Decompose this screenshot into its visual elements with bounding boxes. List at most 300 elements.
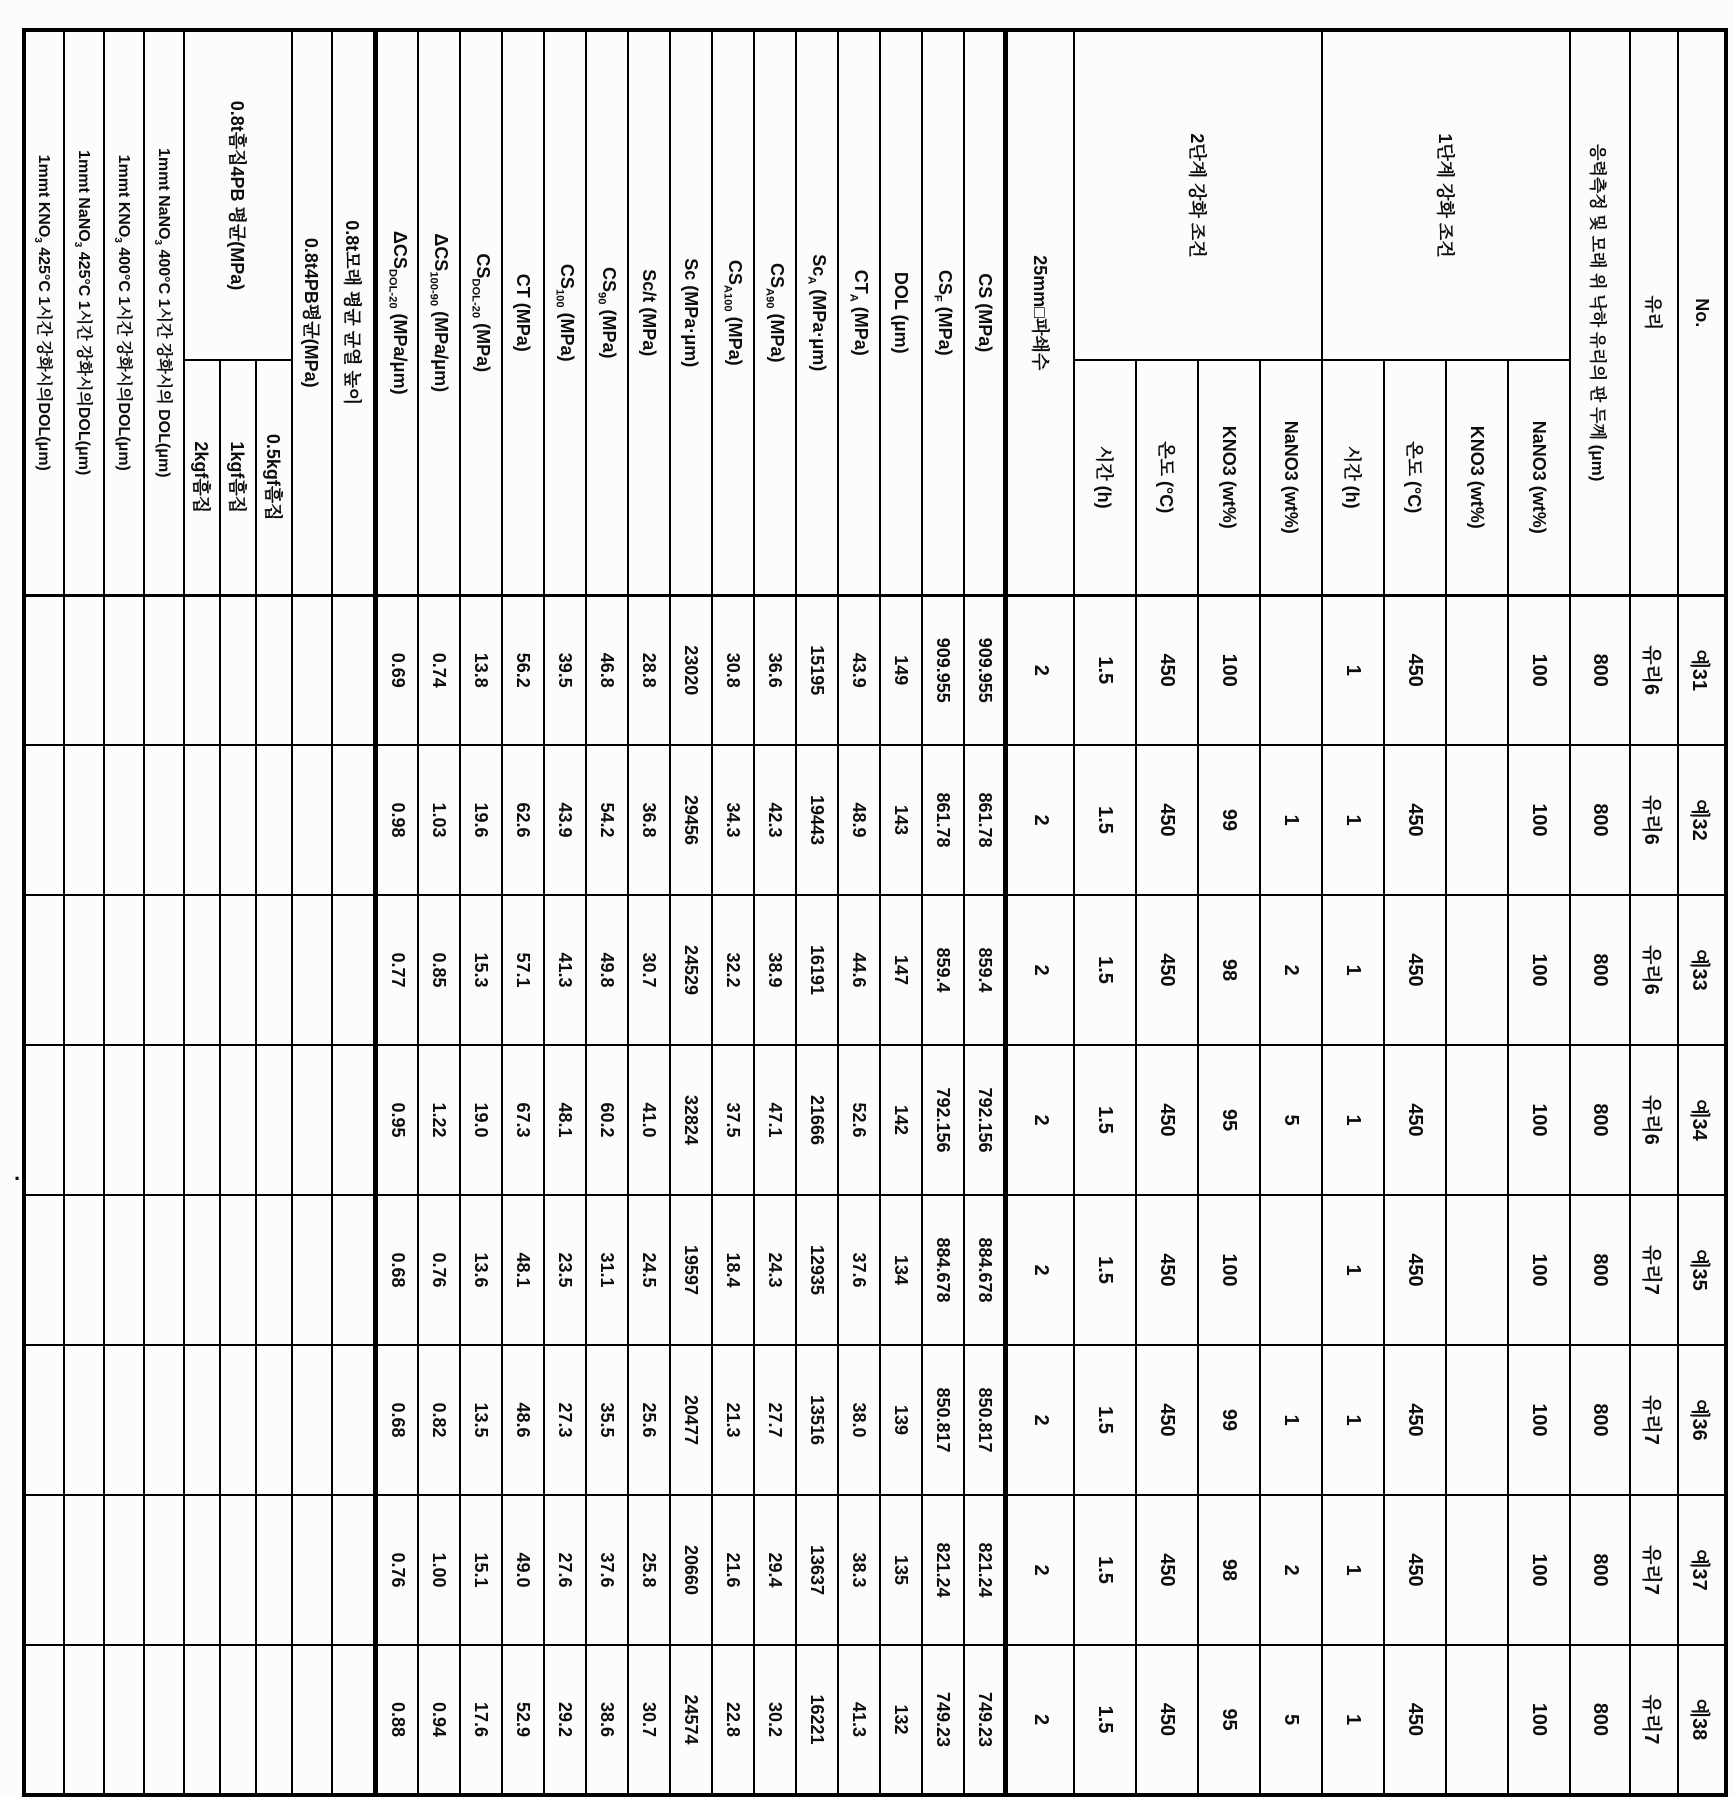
data-cell	[144, 1645, 184, 1795]
data-cell: 12935	[796, 1195, 838, 1345]
data-cell: 예36	[1678, 1345, 1726, 1495]
row-label: $CS_{A90}$ (MPa)	[754, 30, 796, 595]
data-cell	[332, 1495, 376, 1645]
data-cell: 46.8	[586, 595, 628, 745]
data-cell: 909.955	[922, 595, 964, 745]
data-cell	[104, 745, 144, 895]
patent-table	[22, 28, 1728, 1797]
data-cell: 유리6	[1630, 895, 1678, 1045]
data-cell: 450	[1136, 1495, 1198, 1645]
data-cell: 예34	[1678, 1045, 1726, 1195]
data-cell: 19.6	[460, 745, 502, 895]
data-cell	[1446, 895, 1508, 1045]
data-cell	[104, 1045, 144, 1195]
data-cell: 36.8	[628, 745, 670, 895]
data-cell	[184, 1495, 220, 1645]
row-label: CS (MPa)	[964, 30, 1006, 595]
row-label: $CS_{100}$ (MPa)	[544, 30, 586, 595]
data-cell: 18.4	[712, 1195, 754, 1345]
data-cell	[292, 1345, 332, 1495]
data-cell: 21.6	[712, 1495, 754, 1645]
data-cell	[292, 1645, 332, 1795]
data-cell	[256, 1645, 292, 1795]
data-cell: 1.5	[1074, 745, 1136, 895]
data-cell: 100	[1508, 1495, 1570, 1645]
data-cell	[220, 1495, 256, 1645]
data-cell	[332, 1195, 376, 1345]
data-cell: 52.9	[502, 1645, 544, 1795]
row-label: KNO3 (wt%)	[1446, 360, 1508, 595]
row-group-label: 0.8t흠집4PB 평균(MPa)	[184, 30, 292, 360]
data-cell: 1	[1260, 1345, 1322, 1495]
data-cell: 850.817	[964, 1345, 1006, 1495]
row-label: 2kgf흠집	[184, 360, 220, 595]
row-label: Sc/t (MPa)	[628, 30, 670, 595]
data-cell: 2	[1006, 745, 1074, 895]
data-cell: 859.4	[922, 895, 964, 1045]
data-cell	[144, 1195, 184, 1345]
data-cell: 유리7	[1630, 1345, 1678, 1495]
data-cell	[220, 895, 256, 1045]
row-label: 응력측정 및 모래 위 낙하 유리의 판 두께 (μm)	[1570, 30, 1630, 595]
data-cell: 450	[1384, 1345, 1446, 1495]
data-cell	[64, 745, 104, 895]
rotated-page	[26, 28, 1728, 1793]
data-cell	[184, 1045, 220, 1195]
row-label: CT (MPa)	[502, 30, 544, 595]
data-cell	[184, 745, 220, 895]
data-cell	[144, 1045, 184, 1195]
data-cell: 0.68	[376, 1195, 418, 1345]
row-label: 1mmt $KNO_3$ 425°C 1시간 강화시의DOL(μm)	[24, 30, 64, 595]
data-cell: 0.76	[376, 1495, 418, 1645]
data-cell: 0.85	[418, 895, 460, 1045]
data-cell: 20660	[670, 1495, 712, 1645]
data-cell	[1260, 595, 1322, 745]
data-cell: 0.88	[376, 1645, 418, 1795]
row-label: KNO3 (wt%)	[1198, 360, 1260, 595]
data-cell: 2	[1260, 1495, 1322, 1645]
data-cell	[256, 895, 292, 1045]
data-cell: 23020	[670, 595, 712, 745]
data-cell: 37.5	[712, 1045, 754, 1195]
data-cell: 2	[1006, 1345, 1074, 1495]
data-cell: 98	[1198, 895, 1260, 1045]
data-cell	[220, 745, 256, 895]
data-cell: 25.6	[628, 1345, 670, 1495]
data-cell	[24, 895, 64, 1045]
data-cell: 0.95	[376, 1045, 418, 1195]
data-cell: 850.817	[922, 1345, 964, 1495]
data-cell: 134	[880, 1195, 922, 1345]
data-cell: 38.0	[838, 1345, 880, 1495]
data-cell: 135	[880, 1495, 922, 1645]
data-cell: 450	[1384, 1195, 1446, 1345]
row-label: $CS_{DOL-20}$ (MPa)	[460, 30, 502, 595]
table-body	[24, 30, 1726, 1795]
data-cell: 100	[1508, 595, 1570, 745]
data-cell: 49.8	[586, 895, 628, 1045]
data-cell	[184, 1645, 220, 1795]
row-label: $\Delta CS_{DOL-20}$ (MPa/μm)	[376, 30, 418, 595]
data-cell	[24, 1495, 64, 1645]
data-cell: 139	[880, 1345, 922, 1495]
data-cell	[64, 595, 104, 745]
data-cell: 43.9	[544, 745, 586, 895]
data-cell: 450	[1384, 1495, 1446, 1645]
data-cell: 48.9	[838, 745, 880, 895]
data-cell	[104, 1345, 144, 1495]
data-cell: 49.0	[502, 1495, 544, 1645]
data-cell: 1	[1322, 1495, 1384, 1645]
data-cell: 0.98	[376, 745, 418, 895]
data-cell	[1446, 745, 1508, 895]
data-cell: 30.8	[712, 595, 754, 745]
data-cell: 13637	[796, 1495, 838, 1645]
data-cell: 1.22	[418, 1045, 460, 1195]
data-cell: 13.5	[460, 1345, 502, 1495]
data-cell: 450	[1136, 895, 1198, 1045]
data-cell: 62.6	[502, 745, 544, 895]
row-label: 0.5kgf흠집	[256, 360, 292, 595]
data-cell	[1260, 1195, 1322, 1345]
data-cell	[184, 1195, 220, 1345]
data-cell: 42.3	[754, 745, 796, 895]
data-cell: 450	[1384, 595, 1446, 745]
data-cell: 95	[1198, 1045, 1260, 1195]
row-label: 0.8t4PB평균(MPa)	[292, 30, 332, 595]
data-cell	[24, 1645, 64, 1795]
row-label: DOL (μm)	[880, 30, 922, 595]
data-cell: 100	[1508, 1645, 1570, 1795]
data-cell	[292, 745, 332, 895]
data-cell	[220, 595, 256, 745]
data-cell	[1446, 595, 1508, 745]
data-cell: 25.8	[628, 1495, 670, 1645]
data-cell: 861.78	[964, 745, 1006, 895]
data-cell	[64, 1645, 104, 1795]
data-cell	[292, 1045, 332, 1195]
data-cell: 19.0	[460, 1045, 502, 1195]
data-cell: 2	[1006, 595, 1074, 745]
data-cell: 450	[1384, 1645, 1446, 1795]
row-label: 1mmt NaNO$_3$ 400°C 1시간 강화시의 DOL(μm)	[144, 30, 184, 595]
data-cell: 30.2	[754, 1645, 796, 1795]
scan-artifact-dot: .	[14, 1160, 21, 1185]
data-cell	[24, 1345, 64, 1495]
row-label: NaNO3 (wt%)	[1508, 360, 1570, 595]
data-cell: 1.5	[1074, 895, 1136, 1045]
data-cell	[104, 895, 144, 1045]
data-cell: 884.678	[964, 1195, 1006, 1345]
data-cell	[332, 1345, 376, 1495]
data-cell: 20477	[670, 1345, 712, 1495]
data-cell	[1446, 1345, 1508, 1495]
data-cell: 67.3	[502, 1045, 544, 1195]
data-cell: 54.2	[586, 745, 628, 895]
row-group-label: 2단계 강화 조건	[1074, 30, 1322, 360]
data-cell: 16191	[796, 895, 838, 1045]
data-cell	[144, 895, 184, 1045]
data-cell: 13.6	[460, 1195, 502, 1345]
data-cell: 16221	[796, 1645, 838, 1795]
data-cell	[220, 1345, 256, 1495]
data-cell	[220, 1645, 256, 1795]
data-cell: 1	[1322, 1195, 1384, 1345]
data-cell: 800	[1570, 1495, 1630, 1645]
data-cell	[256, 1045, 292, 1195]
data-cell	[104, 1645, 144, 1795]
row-label: 1mmt $KNO_3$ 400°C 1시간 강화시의DOL(μm)	[104, 30, 144, 595]
row-label: 유리	[1630, 30, 1678, 595]
data-cell	[292, 1495, 332, 1645]
data-cell: 100	[1508, 895, 1570, 1045]
data-cell: 27.7	[754, 1345, 796, 1495]
data-cell: 800	[1570, 1645, 1630, 1795]
data-cell: 2	[1006, 1195, 1074, 1345]
data-cell: 2	[1006, 1045, 1074, 1195]
data-cell	[64, 1045, 104, 1195]
data-cell: 99	[1198, 1345, 1260, 1495]
data-cell: 143	[880, 745, 922, 895]
data-cell: 35.5	[586, 1345, 628, 1495]
data-cell: 100	[1508, 1345, 1570, 1495]
data-cell: 유리6	[1630, 595, 1678, 745]
data-cell: 27.6	[544, 1495, 586, 1645]
row-label: 온도 (°C)	[1136, 360, 1198, 595]
data-cell: 36.6	[754, 595, 796, 745]
data-cell: 30.7	[628, 1645, 670, 1795]
data-cell: 유리7	[1630, 1495, 1678, 1645]
data-cell: 유리7	[1630, 1195, 1678, 1345]
data-cell: 19597	[670, 1195, 712, 1345]
data-cell: 792.156	[964, 1045, 1006, 1195]
data-cell: 2	[1006, 1495, 1074, 1645]
data-cell: 15195	[796, 595, 838, 745]
row-label: No.	[1678, 30, 1726, 595]
row-label: 1mmt NaNO$_3$ 425°C 1시간 강화시의DOL(μm)	[64, 30, 104, 595]
data-cell: 예32	[1678, 745, 1726, 895]
row-label: 25mm□파쇄수	[1006, 30, 1074, 595]
data-cell: 24574	[670, 1645, 712, 1795]
data-cell	[184, 595, 220, 745]
data-cell	[256, 595, 292, 745]
data-cell	[256, 1195, 292, 1345]
data-cell	[104, 1195, 144, 1345]
data-cell: 100	[1508, 745, 1570, 895]
data-cell: 1.5	[1074, 1045, 1136, 1195]
data-cell: 100	[1508, 1195, 1570, 1345]
data-cell: 24529	[670, 895, 712, 1045]
data-cell: 1.03	[418, 745, 460, 895]
data-cell: 유리7	[1630, 1645, 1678, 1795]
data-cell	[220, 1195, 256, 1345]
data-cell: 1.5	[1074, 595, 1136, 745]
data-cell	[64, 1345, 104, 1495]
data-cell: 142	[880, 1045, 922, 1195]
data-cell	[332, 895, 376, 1045]
data-cell: 450	[1136, 1195, 1198, 1345]
data-cell: 99	[1198, 745, 1260, 895]
data-cell: 884.678	[922, 1195, 964, 1345]
data-cell: 예35	[1678, 1195, 1726, 1345]
data-cell: 1	[1322, 1045, 1384, 1195]
data-cell: 29456	[670, 745, 712, 895]
data-cell	[292, 595, 332, 745]
data-cell: 52.6	[838, 1045, 880, 1195]
data-cell: 2	[1260, 895, 1322, 1045]
data-cell: 60.2	[586, 1045, 628, 1195]
data-cell: 450	[1384, 745, 1446, 895]
data-cell: 100	[1508, 1045, 1570, 1195]
data-cell	[24, 1195, 64, 1345]
data-cell: 13516	[796, 1345, 838, 1495]
data-cell: 450	[1384, 1045, 1446, 1195]
data-cell: 859.4	[964, 895, 1006, 1045]
data-cell: 48.1	[544, 1045, 586, 1195]
data-cell: 38.3	[838, 1495, 880, 1645]
row-group-label: 1단계 강화 조건	[1322, 30, 1570, 360]
data-cell	[332, 1045, 376, 1195]
data-cell	[332, 595, 376, 745]
data-cell: 749.23	[964, 1645, 1006, 1795]
data-cell: 17.6	[460, 1645, 502, 1795]
row-label: $CS_{A100}$ (MPa)	[712, 30, 754, 595]
data-cell	[292, 895, 332, 1045]
row-label: 1kgf흠집	[220, 360, 256, 595]
data-cell: 0.77	[376, 895, 418, 1045]
data-cell: 30.7	[628, 895, 670, 1045]
data-cell: 749.23	[922, 1645, 964, 1795]
data-cell: 27.3	[544, 1345, 586, 1495]
data-cell: 13.8	[460, 595, 502, 745]
data-cell: 1	[1260, 745, 1322, 895]
data-cell: 450	[1136, 745, 1198, 895]
row-label: $CS_{90}$ (MPa)	[586, 30, 628, 595]
data-cell: 450	[1136, 1645, 1198, 1795]
data-cell: 예33	[1678, 895, 1726, 1045]
data-cell: 450	[1384, 895, 1446, 1045]
data-cell: 800	[1570, 595, 1630, 745]
data-cell: 0.82	[418, 1345, 460, 1495]
data-cell	[1446, 1495, 1508, 1645]
data-cell: 19443	[796, 745, 838, 895]
data-cell: 1.5	[1074, 1495, 1136, 1645]
data-cell: 0.68	[376, 1345, 418, 1495]
data-cell: 861.78	[922, 745, 964, 895]
data-cell: 450	[1136, 1045, 1198, 1195]
data-cell: 15.3	[460, 895, 502, 1045]
data-cell: 5	[1260, 1645, 1322, 1795]
row-label: 시간 (h)	[1322, 360, 1384, 595]
data-cell	[1446, 1195, 1508, 1345]
data-cell	[292, 1195, 332, 1345]
data-cell	[332, 1645, 376, 1795]
data-cell: 31.1	[586, 1195, 628, 1345]
data-cell: 예31	[1678, 595, 1726, 745]
data-cell: 0.94	[418, 1645, 460, 1795]
data-cell: 1	[1322, 1645, 1384, 1795]
data-cell: 39.5	[544, 595, 586, 745]
row-label: $\Delta CS_{100-90}$ (MPa/μm)	[418, 30, 460, 595]
data-cell	[24, 595, 64, 745]
data-cell: 821.24	[922, 1495, 964, 1645]
data-cell: 24.5	[628, 1195, 670, 1345]
data-cell: 1.5	[1074, 1195, 1136, 1345]
data-cell	[1446, 1045, 1508, 1195]
data-cell: 38.9	[754, 895, 796, 1045]
data-cell	[144, 595, 184, 745]
data-cell: 792.156	[922, 1045, 964, 1195]
data-cell: 41.0	[628, 1045, 670, 1195]
data-cell: 21666	[796, 1045, 838, 1195]
data-cell: 24.3	[754, 1195, 796, 1345]
data-cell: 1	[1322, 595, 1384, 745]
data-cell: 450	[1136, 1345, 1198, 1495]
data-cell: 23.5	[544, 1195, 586, 1345]
data-cell	[24, 1045, 64, 1195]
data-cell: 132	[880, 1645, 922, 1795]
row-label: 온도 (°C)	[1384, 360, 1446, 595]
data-cell	[1446, 1645, 1508, 1795]
data-cell: 800	[1570, 1045, 1630, 1195]
data-cell: 47.1	[754, 1045, 796, 1195]
data-cell	[220, 1045, 256, 1195]
row-label: $CS_F$ (MPa)	[922, 30, 964, 595]
data-cell	[256, 1495, 292, 1645]
data-cell: 1.5	[1074, 1345, 1136, 1495]
data-cell: 821.24	[964, 1495, 1006, 1645]
data-cell: 1.00	[418, 1495, 460, 1645]
data-cell: 57.1	[502, 895, 544, 1045]
data-cell: 95	[1198, 1645, 1260, 1795]
data-cell: 450	[1136, 595, 1198, 745]
data-cell: 100	[1198, 1195, 1260, 1345]
data-cell	[256, 1345, 292, 1495]
data-cell: 909.955	[964, 595, 1006, 745]
data-cell	[256, 745, 292, 895]
data-cell: 2	[1006, 1645, 1074, 1795]
data-cell	[144, 1345, 184, 1495]
data-cell	[184, 1345, 220, 1495]
data-cell: 98	[1198, 1495, 1260, 1645]
data-cell: 2	[1006, 895, 1074, 1045]
data-cell: 38.6	[586, 1645, 628, 1795]
data-cell: 1	[1322, 1345, 1384, 1495]
data-cell	[24, 745, 64, 895]
data-cell: 0.76	[418, 1195, 460, 1345]
data-cell: 예37	[1678, 1495, 1726, 1645]
data-cell: 0.69	[376, 595, 418, 745]
data-cell: 147	[880, 895, 922, 1045]
data-cell	[64, 1495, 104, 1645]
data-cell: 41.3	[544, 895, 586, 1045]
data-cell: 32.2	[712, 895, 754, 1045]
data-cell: 48.6	[502, 1345, 544, 1495]
row-label: $Sc_A$ (MPa·μm)	[796, 30, 838, 595]
data-cell: 800	[1570, 1195, 1630, 1345]
data-cell	[144, 1495, 184, 1645]
row-label: Sc (MPa·μm)	[670, 30, 712, 595]
data-cell: 800	[1570, 745, 1630, 895]
data-cell: 유리6	[1630, 745, 1678, 895]
data-cell: 5	[1260, 1045, 1322, 1195]
data-cell: 37.6	[838, 1195, 880, 1345]
data-cell	[332, 745, 376, 895]
data-cell: 21.3	[712, 1345, 754, 1495]
data-cell: 100	[1198, 595, 1260, 745]
data-cell: 29.4	[754, 1495, 796, 1645]
